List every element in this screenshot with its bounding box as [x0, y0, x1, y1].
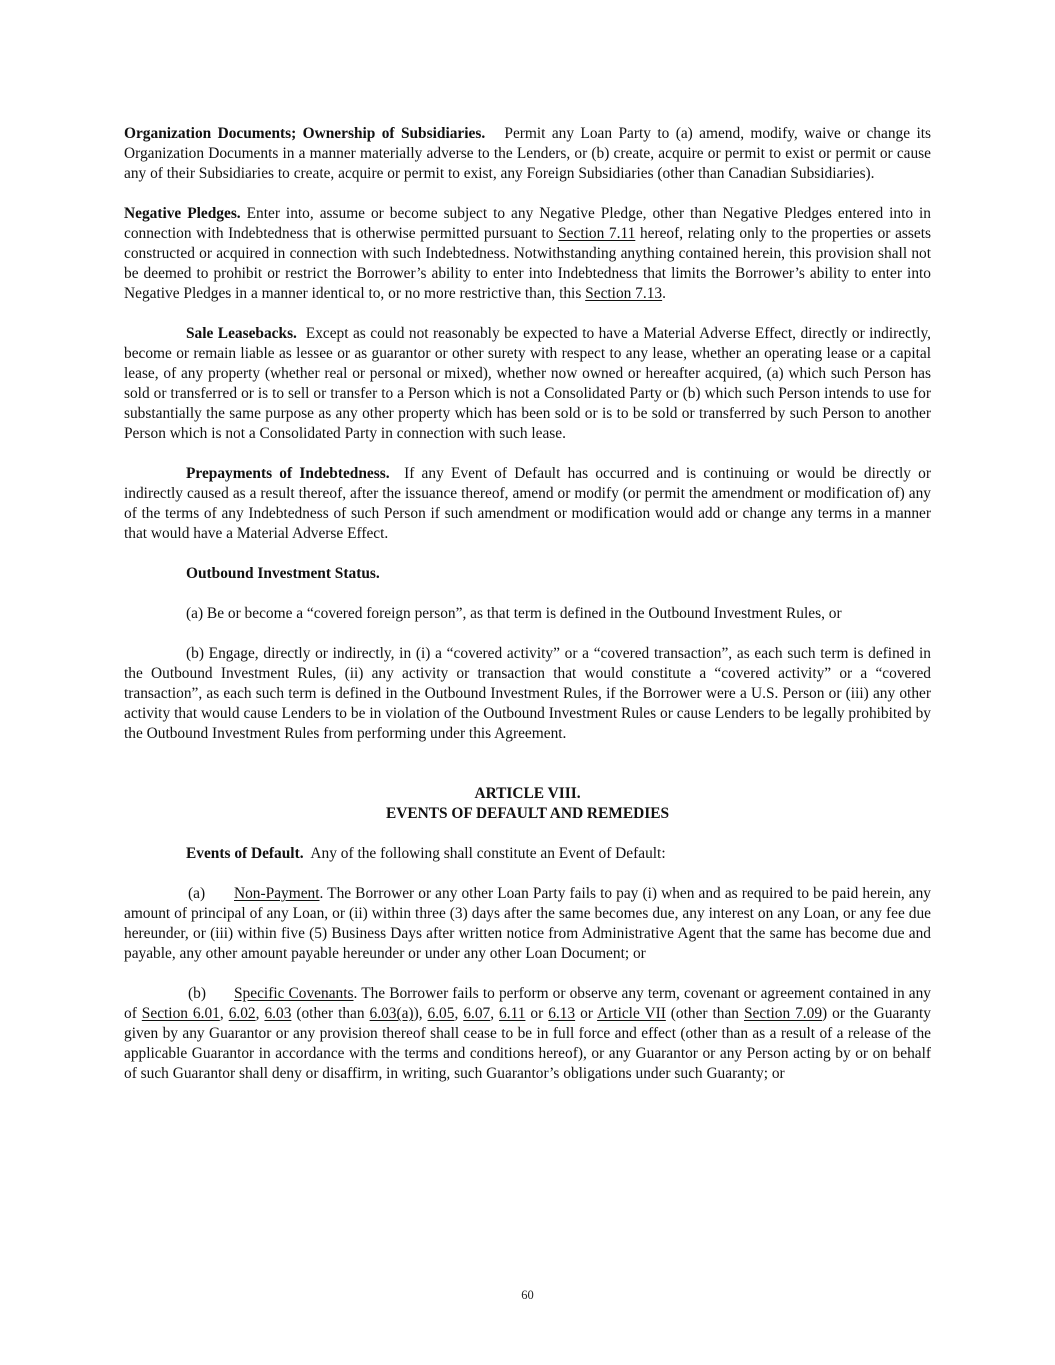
org-docs-body: Permit any Loan Party to (a) amend, modify, waive or change its Organization Documents in a manner materially adverse to the Lenders, or (b) create, acquire or permit to exist or permit or cause any of their Subsidiaries to create, acquire or permit to exist, any Foreign Subsidiaries (other than Canadian Subsidiaries).	[124, 125, 931, 182]
item-title: Non-Payment	[234, 885, 320, 902]
item-body: . The Borrower fails to perform or observe any term, covenant or agreement contained in any of	[124, 985, 932, 1022]
outbound-heading: Outbound Investment Status.	[186, 565, 380, 582]
section-ref-link[interactable]: 6.13	[548, 1005, 576, 1022]
separator: ,	[255, 1005, 260, 1022]
events-of-default-intro: Any of the following shall constitute an Event of Default:	[310, 845, 666, 862]
section-ref-link[interactable]: Section 7.13	[585, 285, 663, 302]
outbound-paragraph	[124, 564, 931, 584]
item-body: ) or the Guaranty given by any Guarantor or any provision thereof shall cease to be in full force and effect (other than as a result of a release of the applicable Guarantor in accordance with the terms and conditions hereof), or any Guarantor or any Person acting by or on behalf of such Guarantor shall deny or disaffirm, in writing, such Guarantor’s obligations under such Guaranty; or	[124, 1005, 931, 1082]
org-docs-heading: Organization Documents; Ownership of Subsidiaries.	[124, 125, 486, 142]
page-number: 60	[521, 1288, 534, 1302]
sale-leasebacks-heading: Sale Leasebacks.	[186, 325, 297, 342]
item-label: (a)	[188, 885, 206, 902]
document-page	[124, 124, 931, 1104]
article-title: EVENTS OF DEFAULT AND REMEDIES	[385, 805, 670, 822]
separator: ,	[490, 1005, 495, 1022]
negative-pledges-body-cont: hereof, relating only to the properties or assets constructed or acquired in connection with such Indebtedness. Notwithstanding anything contained herein, this provision shall not be deemed to prohibit or restrict the Borrower’s ability to enter into Indebtedness that limits the Borrower’s ability to enter into Negative Pledges in a manner identical to, or no more restrictive than, this	[124, 225, 931, 302]
article-ref-link[interactable]: Article VII	[597, 1005, 666, 1022]
negative-pledges-heading: Negative Pledges.	[124, 205, 241, 222]
item-label: (b)	[188, 985, 206, 1002]
section-ref-link[interactable]: 6.03	[264, 1005, 292, 1022]
separator: ,	[219, 1005, 224, 1022]
item-body: (other than	[296, 1005, 365, 1022]
outbound-item-b: (b) Engage, directly or indirectly, in (i) a “covered activity” or a “covered transaction”, as each such term is defined in the Outbound Investment Rules, (ii) any activity or transaction that would constitute a “covered activity” or a “covered transaction”, as each such term is defined in the Outbound Investment Rules, if the Borrower were a U.S. Person or (iii) any other activity that would cause Lenders to be in violation of the Outbound Investment Rules or cause Lenders to be legally prohibited by the Outbound Investment Rules from performing under this Agreement.	[124, 645, 931, 742]
separator: ),	[413, 1005, 423, 1022]
negative-pledges-paragraph	[124, 204, 931, 304]
section-ref-link[interactable]: 6.05	[427, 1005, 455, 1022]
item-body: or	[530, 1005, 544, 1022]
eod-item-a	[124, 884, 931, 964]
section-ref-link[interactable]: 6.07	[463, 1005, 491, 1022]
article-number: ARTICLE VIII.	[474, 785, 581, 802]
item-body: (other than	[670, 1005, 740, 1022]
period: .	[662, 285, 666, 302]
events-of-default-heading: Events of Default.	[186, 845, 304, 862]
item-body: or	[580, 1005, 593, 1022]
section-ref-link[interactable]: Section 6.01	[141, 1005, 220, 1022]
events-of-default-paragraph	[124, 844, 931, 864]
article-heading	[124, 784, 931, 824]
section-ref-link[interactable]: 6.11	[499, 1005, 526, 1022]
sale-leasebacks-body: Except as could not reasonably be expected to have a Material Adverse Effect, directly or indirectly, become or remain liable as lessee or as guarantor or other surety with respect to any lease, whether an operating lease or a capital lease, of any property (whether real or personal or mixed), whether now owned or hereafter acquired, (a) which such Person has sold or transferred or is to sell or transfer to a Person which is not a Consolidated Party or (b) which such Person intends to use for substantially the same purpose as any other property which has been sold or is to be sold or transferred by such Person to another Person which is not a Consolidated Party in connection with such lease.	[124, 325, 931, 442]
item-title: Specific Covenants	[234, 985, 354, 1002]
negative-pledges-body: Enter into, assume or become subject to any Negative Pledge, other than Negative Pledges entered into in connection with Indebtedness that is otherwise permitted pursuant to	[124, 205, 931, 242]
prepayments-paragraph	[124, 464, 931, 544]
outbound-item-a: (a) Be or become a “covered foreign person”, as that term is defined in the Outbound Investment Rules, or	[186, 605, 842, 622]
item-body: . The Borrower or any other Loan Party fails to pay (i) when and as required to be paid herein, any amount of principal of any Loan, or (ii) within three (3) days after the same becomes due, any interest on any Loan, or any fee due hereunder, or (iii) within five (5) Business Days after written notice from Administrative Agent that the same has become due and payable, any other amount payable hereunder or under any other Loan Document; or	[124, 885, 931, 962]
section-ref-link[interactable]: 6.02	[228, 1005, 256, 1022]
section-ref-link[interactable]: Section 7.11	[558, 225, 636, 242]
prepayments-heading: Prepayments of Indebtedness.	[186, 465, 390, 482]
section-ref-link[interactable]: 6.03(a)	[369, 1005, 414, 1022]
eod-item-b	[124, 984, 931, 1084]
org-docs-paragraph	[124, 124, 931, 184]
section-ref-link[interactable]: Section 7.09	[743, 1005, 823, 1022]
separator: ,	[454, 1005, 459, 1022]
prepayments-body: If any Event of Default has occurred and is continuing or would be directly or indirectly caused as a result thereof, after the issuance thereof, amend or modify (or permit the amendment or modification of) any of the terms of any Indebtedness of such Person if such amendment or modification would add or change any terms in a manner that would have a Material Adverse Effect.	[124, 465, 931, 542]
sale-leasebacks-paragraph	[124, 324, 931, 444]
